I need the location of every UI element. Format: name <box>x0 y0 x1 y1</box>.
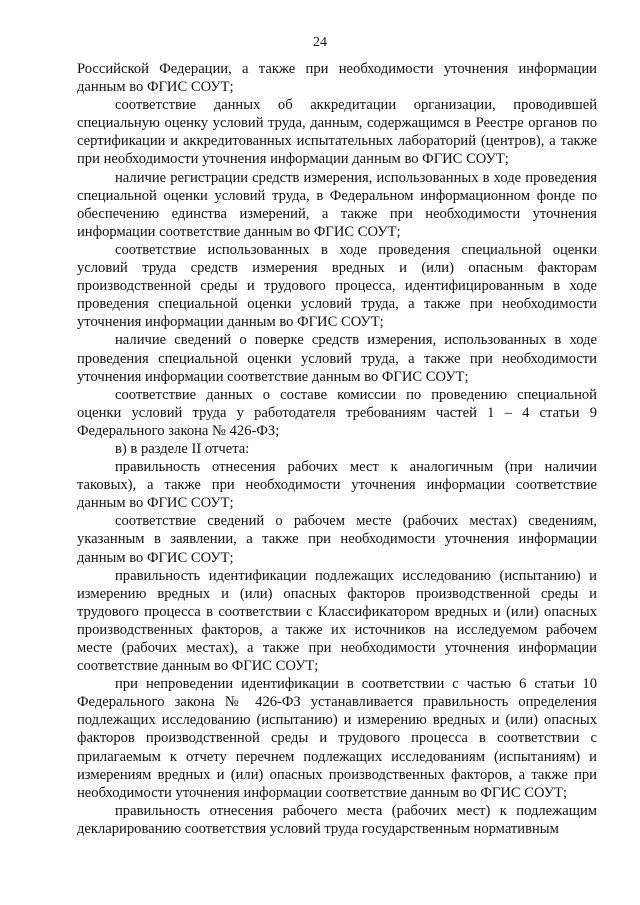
paragraph-workplace-info: соответствие сведений о рабочем месте (рабочих местах) сведениям, указанным в заявлении, а также при необходимости уточнения информации данным во ФГИС СОУТ; <box>77 513 597 566</box>
paragraph-measuring-conformity: соответствие использованных в ходе проведения специальной оценки условий труда средств измерения вредных и (или) опасным факторам производственной среды и трудового процесса, идентифицированным в ходе проведения специальной оценки условий труда, а также при необходимости уточнения информации данным во ФГИС СОУТ; <box>77 241 597 331</box>
paragraph-declaration: правильность отнесения рабочего места (рабочих мест) к подлежащим декларированию соответствия условий труда государственным нормативным <box>77 802 597 837</box>
paragraph-measuring-registration: наличие регистрации средств измерения, использованных в ходе проведения специальной оценки условий труда, в Федеральном информационном фонде по обеспечению единства измерений, а также при необходимости уточнения информации соответствие данным во ФГИС СОУТ; <box>77 169 597 240</box>
paragraph-analogous-workplaces: правильность отнесения рабочих мест к аналогичным (при наличии таковых), а также при необходимости уточнения информации соответствие данным во ФГИС СОУТ; <box>77 459 597 512</box>
paragraph-continuation: Российской Федерации, а также при необходимости уточнения информации данным во ФГИС СОУТ; <box>77 61 597 96</box>
body-text <box>77 60 597 838</box>
paragraph-commission-composition: соответствие данных о составе комиссии по проведению специальной оценки условий труда у работодателя требованиям частей 1 – 4 статьи 9 Федерального закона № 426-ФЗ; <box>77 386 597 439</box>
page-number: 24 <box>313 35 327 50</box>
paragraph-section-heading: в) в разделе II отчета: <box>115 440 250 457</box>
paragraph-identification-correctness: правильность идентификации подлежащих исследованию (испытанию) и измерению вредных и (или) опасных факторов производственной среды и трудового процесса в соответствии с Классификатором вредных и (или) опасных производственных факторов, а также их источников на исследуемом рабочем месте (рабочих местах), а также при необходимости уточнения информации соответствие данным во ФГИС СОУТ; <box>77 567 597 675</box>
paragraph-verification-info: наличие сведений о поверке средств измерения, использованных в ходе проведения специальной оценки условий труда, а также при необходимости уточнения информации соответствие данным во ФГИС СОУТ; <box>77 332 597 385</box>
paragraph-no-identification: при непроведении идентификации в соответствии с частью 6 статьи 10 Федерального закона № 426-ФЗ устанавливается правильность определения подлежащих исследованию (испытанию) и измерению вредных и (или) опасных факторов производственной среды и трудового процесса в соответствии с прилагаемым к отчету перечнем подлежащих исследованиям (испытаниям) и измерениям вредных и (или) опасных производственных факторов, а также при необходимости уточнения информации соответствие данным во ФГИС СОУТ; <box>77 676 597 801</box>
paragraph-accreditation-check: соответствие данных об аккредитации организации, проводившей специальную оценку условий труда, данным, содержащимся в Реестре органов по сертификации и аккредитованных испытательных лабораторий (центров), а также при необходимости уточнения информации данным во ФГИС СОУТ; <box>77 97 597 168</box>
